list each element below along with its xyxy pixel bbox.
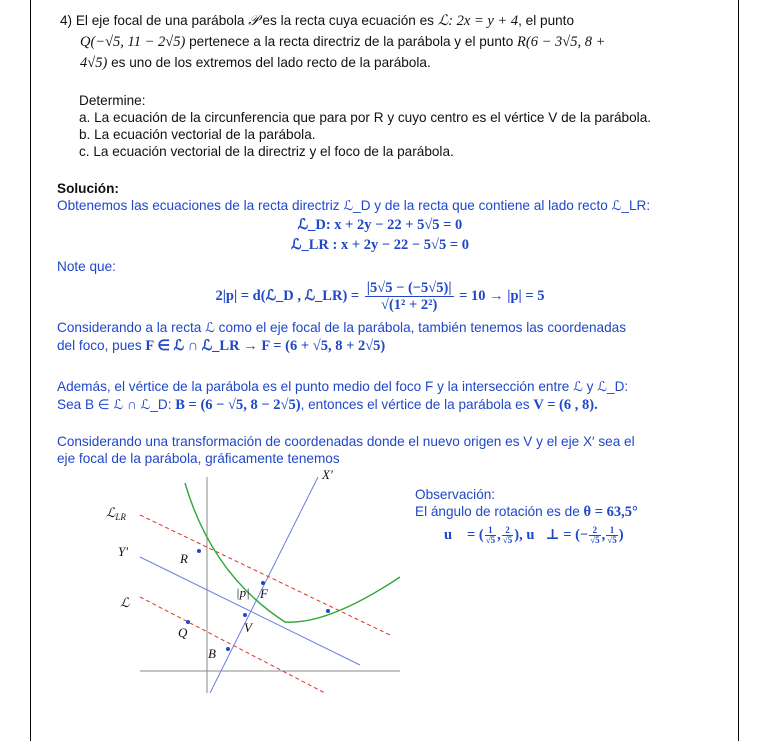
label-l-lr: ℒ$_{LR}$ [106,505,126,522]
task-c: c. La ecuación vectorial de la directriz y el foco de la parábola. [79,144,454,159]
label-y-prime: Y′ [118,544,129,559]
parabola-figure [100,465,410,695]
point-q [186,620,190,624]
vertex-line-2: Sea B ∈ ℒ ∩ ℒ_D: B = (6 − √5, 8 − 2√5), entonces el vértice de la parábola es V = (6 , 8). [57,397,598,413]
point-r [197,549,201,553]
observation-title: Observación: [415,487,496,502]
point-f [261,581,265,585]
label-l: ℒ [120,595,130,610]
distance-equation: 2|p| = d(ℒ_D , ℒ_LR) = $\frac{|5√5 - (-5√5)|}{\text{√(1² + 2²)}}$ = 10 → |p| = 5 [215,280,545,314]
equation-directrix: ℒ_D: x + 2y − 22 + 5√5 = 0 [297,217,463,233]
solution-intro: Obtenemos las ecuaciones de la recta directriz ℒ_D y de la recta que contiene al lado recto ℒ_LR: [57,198,651,213]
label-abs-p: |p| [236,585,250,600]
focus-line-2: del foco, pues F ∈ ℒ ∩ ℒ_LR → F = (6 + √5, 8 + 2√5) [57,338,386,354]
point-v [243,613,247,617]
transform-line-1: Considerando una transformación de coordenadas donde el nuevo origen es V y el eje X′ sea el [57,434,635,449]
task-a: a. La ecuación de la circunferencia que para por R y cuyo centro es el vértice V de la parábola. [79,110,652,125]
transform-line-2: eje focal de la parábola, gráficamente tenemos [57,451,340,466]
label-v: V [244,620,252,635]
problem-line-3: 4√5) es uno de los extremos del lado recto de la parábola. [80,55,431,71]
equation-latus-rectum: ℒ_LR : x + 2y − 22 − 5√5 = 0 [291,237,469,253]
problem-line-1: 4) El eje focal de una parábola 𝒫 es la recta cuya ecuación es ℒ: 2x = y + 4, el punto [60,13,575,29]
task-b: b. La ecuación vectorial de la parábola. [79,127,316,142]
tasks-heading: Determine: [79,93,146,108]
vertex-line-1: Además, el vértice de la parábola es el punto medio del foco F y la intersección entre ℒ y ℒ_D: [57,379,629,394]
label-b: B [208,646,216,661]
label-q: Q [178,625,188,640]
observation-vectors: u⃗ = ( $\frac{1}{√5}$ , $\frac{2}{√5}$ ), u⃗⊥ = (− $\frac{2}{√5}$ , $\frac{1}{√5}$ ) [444,525,624,546]
solution-heading: Solución: [57,181,119,196]
point-end [326,609,330,613]
point-b [226,647,230,651]
label-x-prime: X′ [322,467,333,482]
label-f: F [260,586,268,601]
observation-angle: El ángulo de rotación es de θ = 63,5° [415,504,638,520]
problem-line-2: Q(−√5, 11 − 2√5) pertenece a la recta directriz de la parábola y el punto R(6 − 3√5, 8 + [80,34,606,50]
note-label: Note que: [57,259,116,274]
focus-line-1: Considerando a la recta ℒ como el eje focal de la parábola, también tenemos las coordenadas [57,320,626,335]
directrix-line [140,597,325,693]
label-r: R [180,551,188,566]
focal-axis-x-prime [210,477,318,693]
